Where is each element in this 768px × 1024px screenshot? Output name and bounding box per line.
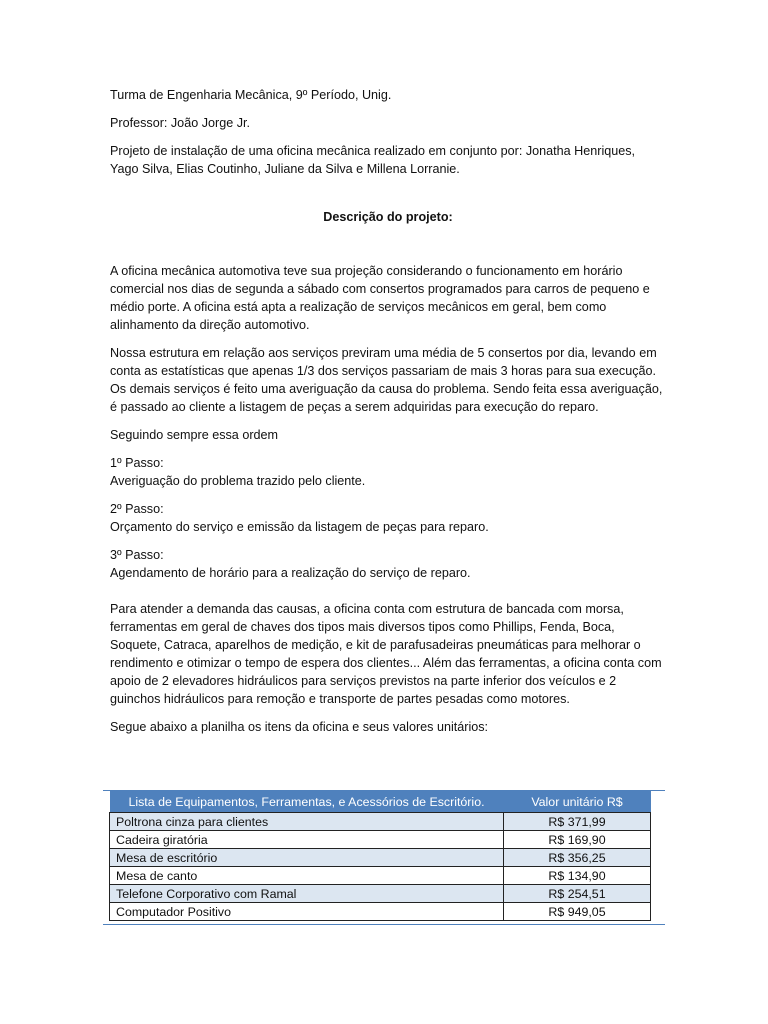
paragraph-1: A oficina mecânica automotiva teve sua projeção considerando o funcionamento em horário comercial nos dias de segunda a sábado com consertos programados para carros de pequeno e médio porte. A oficina está apta a realização de serviços mecânicos em geral, bem como alinhamento da direção automotivo.	[110, 264, 650, 332]
table-bottom-rule	[103, 924, 665, 925]
step-2	[110, 500, 666, 536]
step-text: Averiguação do problema trazido pelo cliente.	[110, 474, 366, 488]
item-name: Telefone Corporativo com Ramal	[110, 885, 504, 903]
item-name: Cadeira giratória	[110, 831, 504, 849]
item-name: Mesa de canto	[110, 867, 504, 885]
item-value: R$ 134,90	[504, 867, 651, 885]
paragraph-5: Segue abaixo a planilha os itens da oficina e seus valores unitários:	[110, 720, 489, 734]
item-name: Mesa de escritório	[110, 849, 504, 867]
table-row	[110, 885, 651, 903]
item-value: R$ 356,25	[504, 849, 651, 867]
step-3	[110, 546, 666, 582]
step-title: 1º Passo:	[110, 456, 164, 470]
paragraph-3: Seguindo sempre essa ordem	[110, 428, 279, 442]
project-authors: Projeto de instalação de uma oficina mecânica realizado em conjunto por: Jonatha Henriques, Yago Silva, Elias Coutinho, Juliane da Silva e Millena Lorranie.	[110, 144, 636, 176]
column-header-item: Lista de Equipamentos, Ferramentas, e Acessórios de Escritório.	[110, 792, 504, 813]
item-value: R$ 254,51	[504, 885, 651, 903]
paragraph-4: Para atender a demanda das causas, a oficina conta com estrutura de bancada com morsa, ferramentas em geral de chaves dos tipos mais diversos tipos como Phillips, Fenda, Boca, Soquete, Catraca, aparelhos de medição, e kit de parafusadeiras pneumáticas para melhorar o rendimento e otimizar o tempo de espera dos clientes... Além das ferramentas, a oficina conta com apoio de 2 elevadores hidráulicos para serviços previstos na parte inferior dos veículos e 2 guinchos hidráulicos para remoção e transporte de partes pesadas como motores.	[110, 602, 662, 706]
items-table-wrapper	[103, 790, 665, 921]
table-row	[110, 903, 651, 921]
item-value: R$ 371,99	[504, 813, 651, 831]
step-text: Orçamento do serviço e emissão da listagem de peças para reparo.	[110, 520, 489, 534]
items-table	[109, 791, 651, 921]
document-body	[110, 86, 666, 736]
table-row	[110, 813, 651, 831]
table-row	[110, 867, 651, 885]
step-title: 2º Passo:	[110, 502, 164, 516]
professor-line: Professor: João Jorge Jr.	[110, 116, 250, 130]
paragraph-2: Nossa estrutura em relação aos serviços previram uma média de 5 consertos por dia, levando em conta as estatísticas que apenas 1/3 dos serviços passariam de mais 3 horas para sua execução. Os demais serviços é feito uma averiguação da causa do problema. Sendo feita essa averiguação, é passado ao cliente a listagem de peças a serem adquiridas para execução do reparo.	[110, 346, 663, 414]
item-name: Poltrona cinza para clientes	[110, 813, 504, 831]
step-1	[110, 454, 666, 490]
class-line: Turma de Engenharia Mecânica, 9º Período, Unig.	[110, 88, 392, 102]
step-title: 3º Passo:	[110, 548, 164, 562]
table-top-rule	[103, 790, 665, 791]
table-row	[110, 831, 651, 849]
item-value: R$ 169,90	[504, 831, 651, 849]
table-header-row	[110, 792, 651, 813]
item-name: Computador Positivo	[110, 903, 504, 921]
column-header-value: Valor unitário R$	[504, 792, 651, 813]
table-row	[110, 849, 651, 867]
section-title: Descrição do projeto:	[323, 210, 453, 224]
item-value: R$ 949,05	[504, 903, 651, 921]
step-text: Agendamento de horário para a realização do serviço de reparo.	[110, 566, 471, 580]
